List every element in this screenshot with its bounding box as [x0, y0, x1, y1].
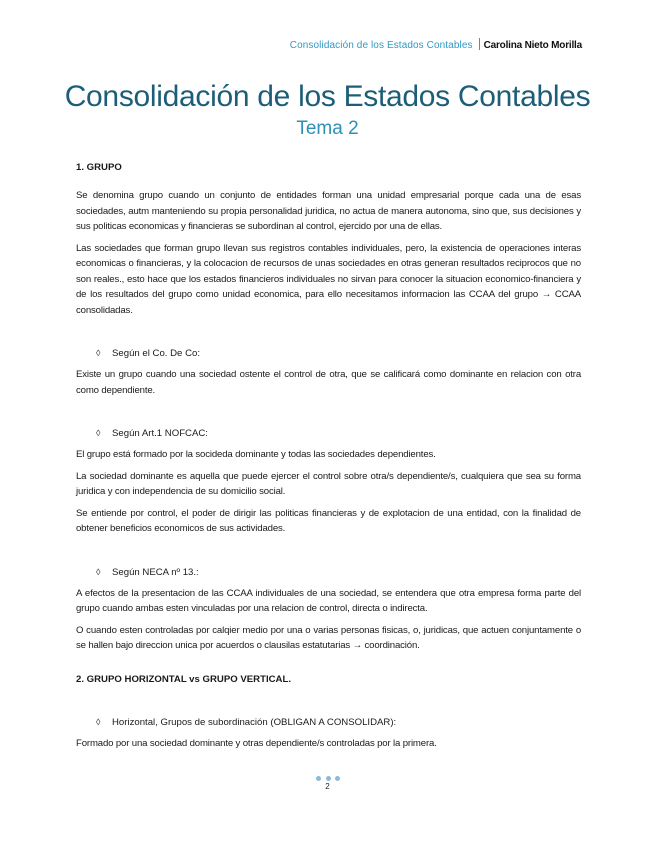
diamond-bullet-icon: ◊ — [96, 566, 101, 577]
bullet-item-nofcac — [96, 426, 581, 441]
paragraph: Las sociedades que forman grupo llevan sus registros contables individuales, pero, la existencia de operaciones interas economicas o financieras, y la colocacion de recursos de unas sociedades en otras generan resultados reciprocos que no son reales., esto hace que los estados financieros individuales no sirvan para conocer la situacion economico-financiera y de los resultados del grupo como unidad economica, para ello necesitamos informacion las CCAA del grupo → CCAA consolidadas. — [76, 242, 581, 316]
paragraph: Formado por una sociedad dominante y otras dependiente/s controladas por la primera. — [76, 737, 437, 749]
bullet-item-neca — [96, 565, 581, 580]
paragraph: Existe un grupo cuando una sociedad ostente el control de otra, que se calificará como dominante en relacion con otra como dependiente. — [76, 369, 581, 396]
paragraph: Se denomina grupo cuando un conjunto de entidades forman una unidad empresarial porque cada una de esas sociedades, autm manteniendo su propia personalidad juridica, no actua de manera autonoma, sino que, sus decisiones y sus politicas economicas y financieras se subordinan al control, ejercido por una de ellas. — [76, 190, 581, 232]
section-heading-grupo: 1. GRUPO — [76, 162, 122, 173]
diamond-bullet-icon: ◊ — [96, 348, 101, 358]
diamond-bullet-icon: ◊ — [96, 428, 101, 438]
bullet-label: Horizontal, Grupos de subordinación (OBLIGAN A CONSOLIDAR): — [112, 716, 397, 728]
bullet-label: Según NECA nº 13.: — [112, 566, 199, 578]
bullet-label: Según el Co. De Co: — [112, 348, 200, 359]
section-heading-horizontal-vertical: 2. GRUPO HORIZONTAL vs GRUPO VERTICAL. — [76, 673, 291, 685]
page-header — [290, 38, 582, 53]
paragraph: La sociedad dominante es aquella que puede ejercer el control sobre otra/s dependiente/s, cualquiera que sea su forma juridica y con independencia de su domicilio social. — [76, 470, 581, 497]
paragraph: El grupo está formado por la socideda dominante y todas las sociedades dependientes. — [76, 449, 436, 460]
header-separator — [479, 38, 480, 50]
paragraph: Se entiende por control, el poder de dirigir las politicas financieras y de explotacion de una entidad, con la finalidad de obtener beneficios economicos de sus actividades. — [76, 507, 581, 534]
bullet-label: Según Art.1 NOFCAC: — [112, 428, 208, 439]
header-author: Carolina Nieto Morilla — [483, 40, 582, 51]
header-document-title: Consolidación de los Estados Contables — [289, 40, 473, 51]
bullet-item-co-de-co — [96, 346, 581, 361]
paragraph: A efectos de la presentacion de las CCAA individuales de una sociedad, se entendera que otra empresa forma parte del grupo cuando ambas esten vinculadas por una relacion de control, directa o indirecta. — [76, 587, 581, 614]
dot-icon — [316, 776, 321, 781]
paragraph: O cuando esten controladas por calqier medio por una o varias personas fisicas, o, juridicas, que actuen conjuntamente o se hallen bajo direccion unica por acuerdos o clausilas estatutarias → coordinación. — [76, 624, 581, 651]
bullet-item-horizontal — [96, 715, 581, 730]
diamond-bullet-icon: ◊ — [96, 716, 101, 727]
document-subtitle: Tema 2 — [296, 118, 359, 139]
page-number: 2 — [325, 782, 330, 791]
dot-icon — [326, 776, 331, 781]
dot-icon — [335, 776, 340, 781]
document-title: Consolidación de los Estados Contables — [64, 80, 591, 113]
document-body — [76, 160, 581, 757]
